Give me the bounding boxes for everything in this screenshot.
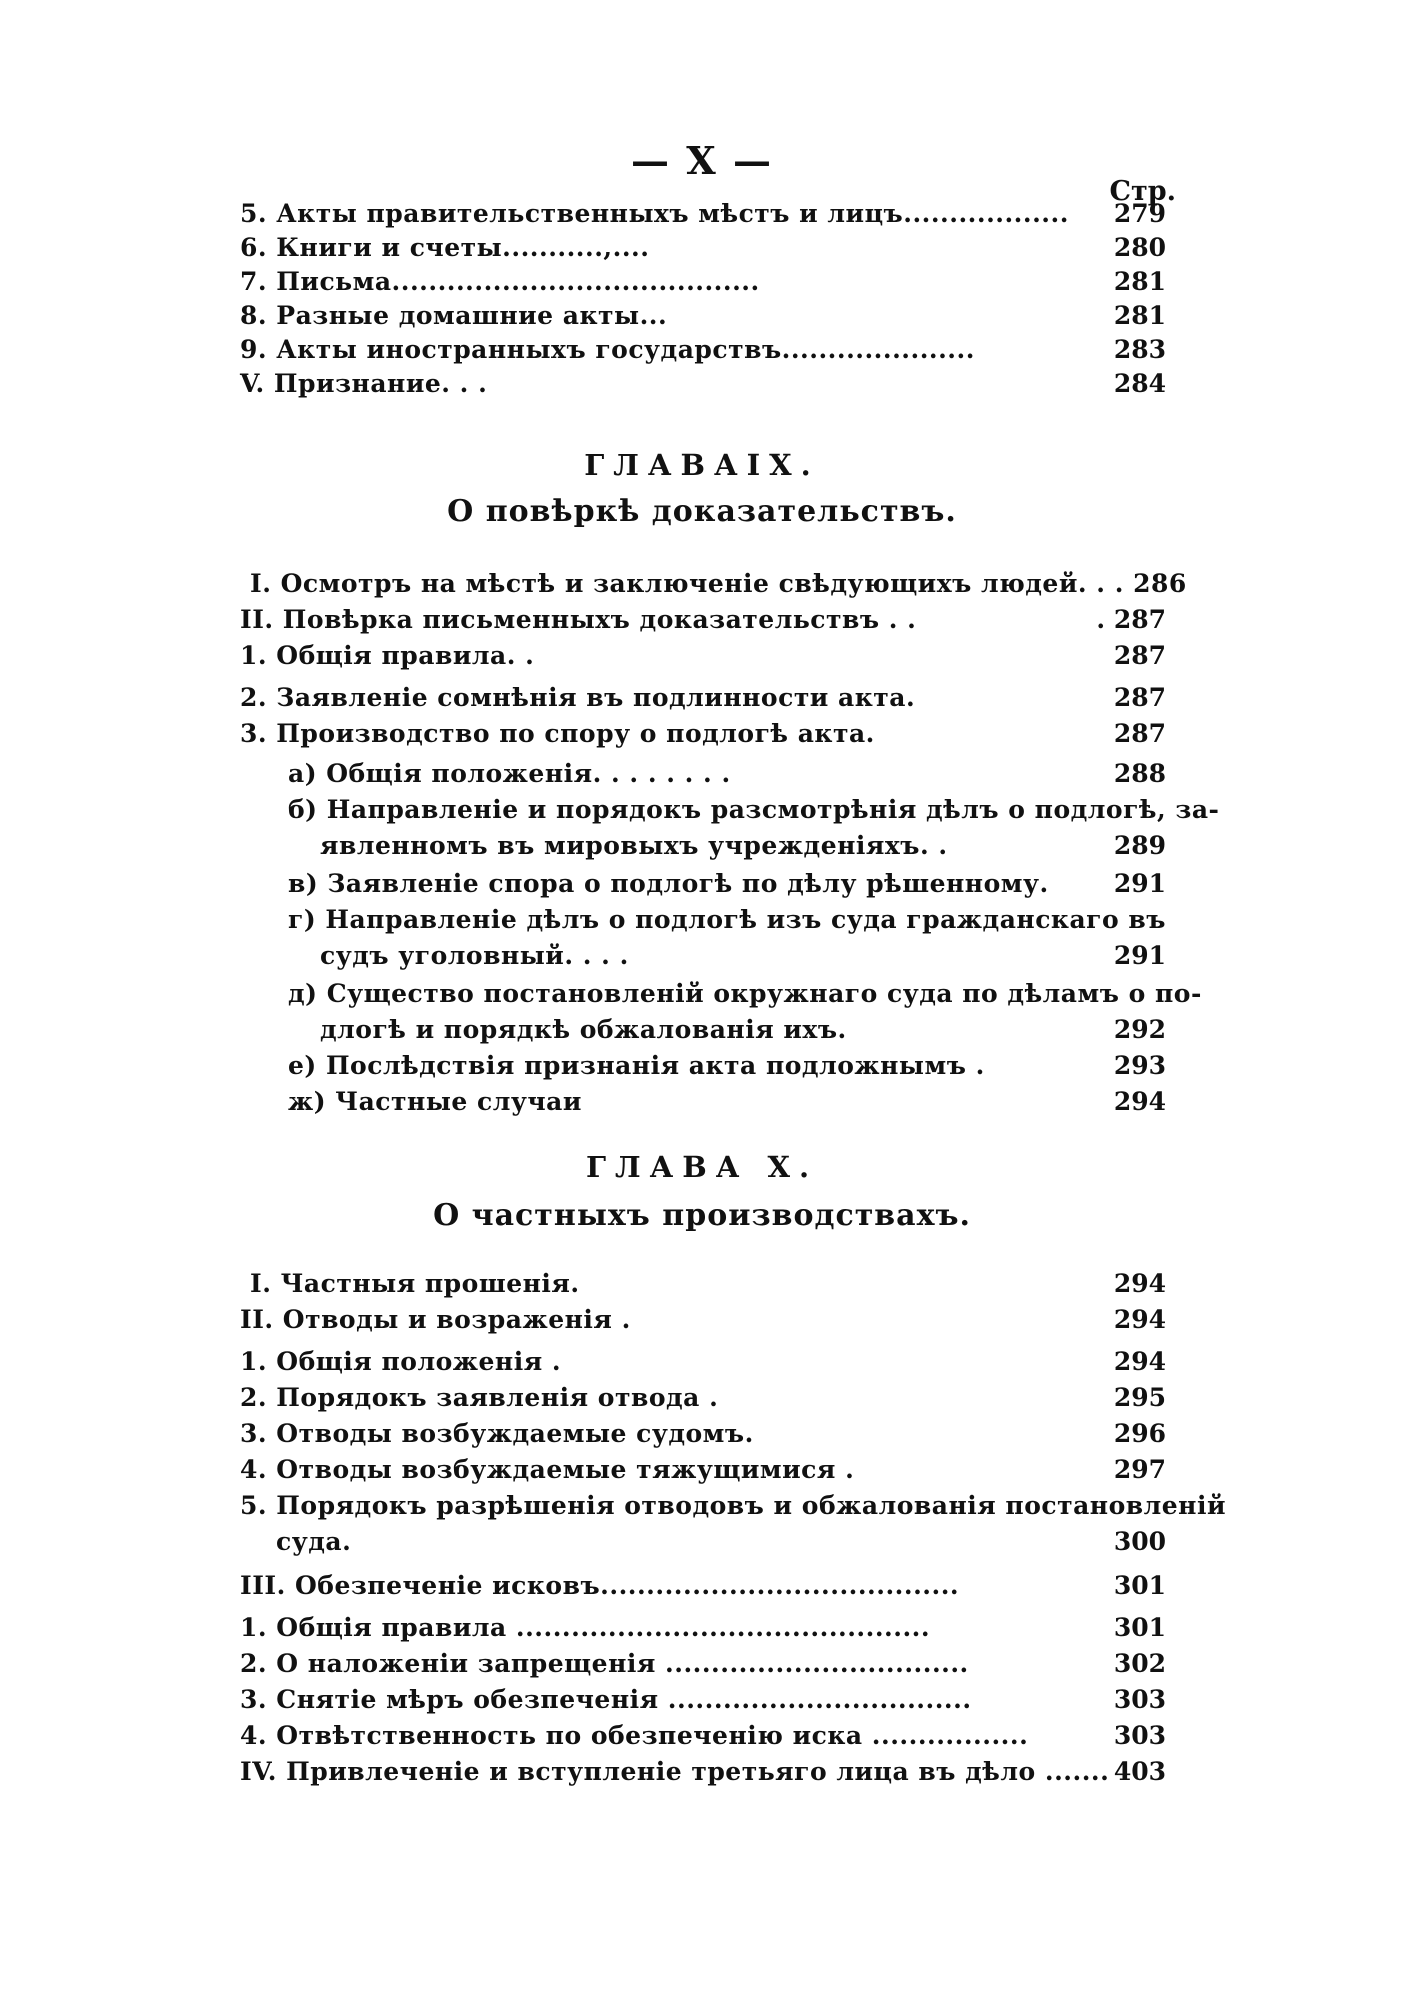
toc-entry-label: д) Существо постановленій окружнаго суда по дѣламъ о по- [288, 979, 1202, 1008]
toc-entry-page: 297 [1113, 1455, 1166, 1484]
toc-entry-label: явленномъ въ мировыхъ учрежденіяхъ. . [320, 831, 948, 860]
toc-entry-page: 289 [1113, 831, 1166, 860]
toc-entry-label: 9. Акты иностранныхъ государствъ..................... [240, 335, 975, 364]
toc-entry-label: суда. [276, 1527, 352, 1556]
chapter-heading: ГЛАВАIX. [584, 448, 820, 482]
toc-entry-label: 2. Порядокъ заявленія отвода . [240, 1383, 719, 1412]
toc-entry [0, 1568, 1404, 1604]
toc-entry [0, 828, 1404, 864]
toc-entry-page: 294 [1113, 1087, 1166, 1116]
toc-entry-label: II. Повѣрка письменныхъ доказательствъ . . [240, 605, 917, 634]
chapter-heading: ГЛАВА X. [585, 1150, 819, 1184]
toc-entry-page: 281 [1113, 267, 1166, 296]
toc-entry [0, 298, 1404, 334]
toc-entry-label: 5. Порядокъ разрѣшенія отводовъ и обжалованія постановленій [240, 1491, 1227, 1520]
toc-entry-label: III. Обезпеченіе исковъ....................................... [240, 1571, 960, 1600]
toc-entry-page: . 287 [1096, 605, 1166, 634]
toc-entry-page: 291 [1113, 941, 1166, 970]
toc-entry-page: 293 [1113, 1051, 1166, 1080]
toc-entry-page: 284 [1113, 369, 1166, 398]
toc-entry-page: 300 [1113, 1527, 1166, 1556]
toc-entry-page: 294 [1113, 1269, 1166, 1298]
toc-entry-label: 3. Отводы возбуждаемые судомъ. [240, 1419, 754, 1448]
toc-entry [0, 976, 1404, 1012]
toc-entry-page: 279 [1113, 199, 1166, 228]
toc-entry [0, 938, 1404, 974]
toc-entry-label: длогѣ и порядкѣ обжалованія ихъ. [320, 1015, 847, 1044]
toc-entry [0, 792, 1404, 828]
toc-entry-label: 1. Общія правила. . [240, 641, 535, 670]
toc-entry-label: 4. Отводы возбуждаемые тяжущимися . [240, 1455, 855, 1484]
toc-entry-label: б) Направленіе и порядокъ разсмотрѣнія дѣлъ о подлогѣ, за- [288, 795, 1220, 824]
toc-entry [0, 196, 1404, 232]
toc-entry-page: 294 [1113, 1305, 1166, 1334]
toc-entry-page: 296 [1113, 1419, 1166, 1448]
toc-entry-page: 283 [1113, 335, 1166, 364]
toc-entry-label: а) Общія положенія. . . . . . . . [288, 759, 731, 788]
toc-entry-page: 281 [1113, 301, 1166, 330]
toc-entry-page: 301 [1113, 1571, 1166, 1600]
toc-entry-label: 1. Общія правила ............................................. [240, 1613, 931, 1642]
toc-entry-label: ж) Частные случаи [288, 1087, 582, 1116]
toc-entry [0, 1488, 1404, 1524]
toc-entry-page: 295 [1113, 1383, 1166, 1412]
toc-entry-page: 302 [1113, 1649, 1166, 1678]
toc-entry [0, 566, 1404, 602]
toc-entry [0, 1718, 1404, 1754]
toc-entry [0, 1302, 1404, 1338]
toc-entry-label: г) Направленіе дѣлъ о подлогѣ изъ суда гражданскаго въ [288, 905, 1166, 934]
toc-entry-label: 2. Заявленіе сомнѣнія въ подлинности акта. [240, 683, 916, 712]
toc-entry-label: V. Признание. . . [240, 369, 488, 398]
toc-entry-label: IV. Привлеченіе и вступленіе третьяго лица въ дѣло ....... [240, 1757, 1110, 1786]
toc-entry [0, 1452, 1404, 1488]
chapter-title: О повѣркѣ доказательствъ. [447, 494, 957, 529]
toc-entry-label: судъ уголовный. . . . [320, 941, 629, 970]
toc-entry-page: 303 [1113, 1721, 1166, 1750]
toc-entry-label: 5. Акты правительственныхъ мѣстъ и лицъ.................. [240, 199, 1069, 228]
toc-entry-page: 287 [1113, 719, 1166, 748]
toc-entry [0, 716, 1404, 752]
toc-entry-page: 403 [1113, 1757, 1166, 1786]
toc-entry [0, 1416, 1404, 1452]
toc-entry [0, 1754, 1404, 1790]
page-column-header: Стр. [1109, 176, 1176, 207]
toc-entry [0, 230, 1404, 266]
toc-entry [0, 1682, 1404, 1718]
toc-entry [0, 756, 1404, 792]
toc-entry [0, 1610, 1404, 1646]
toc-entry [0, 866, 1404, 902]
toc-entry-label: е) Послѣдствія признанія акта подложнымъ . [288, 1051, 985, 1080]
toc-entry-label: 1. Общія положенія . [240, 1347, 562, 1376]
toc-entry [0, 638, 1404, 674]
toc-entry [0, 1048, 1404, 1084]
toc-entry [0, 1524, 1404, 1560]
page-folio: — X — [631, 138, 773, 183]
toc-entry [0, 1646, 1404, 1682]
toc-entry-label: II. Отводы и возраженія . [240, 1305, 631, 1334]
toc-entry-page: 288 [1113, 759, 1166, 788]
toc-entry-page: 294 [1113, 1347, 1166, 1376]
toc-entry-label: 4. Отвѣтственность по обезпеченію иска ................. [240, 1721, 1029, 1750]
toc-entry-label: 6. Книги и счеты...........,.... [240, 233, 650, 262]
toc-entry-label: I. Частныя прошенія. [250, 1269, 580, 1298]
toc-entry-label: 7. Письма........................................ [240, 267, 760, 296]
toc-entry [0, 1380, 1404, 1416]
toc-entry-label: 3. Производство по спору о подлогѣ акта. [240, 719, 875, 748]
toc-entry-page: 287 [1113, 641, 1166, 670]
toc-entry-page: 280 [1113, 233, 1166, 262]
toc-entry-page: 301 [1113, 1613, 1166, 1642]
toc-entry-label: 3. Снятіе мѣръ обезпеченія ................................. [240, 1685, 972, 1714]
toc-entry [0, 680, 1404, 716]
toc-entry [0, 264, 1404, 300]
toc-entry-page: 292 [1113, 1015, 1166, 1044]
toc-entry-page: 303 [1113, 1685, 1166, 1714]
toc-entry [0, 1084, 1404, 1120]
toc-entry-label: 2. О наложеніи запрещенія ................................. [240, 1649, 969, 1678]
chapter-title: О частныхъ производствахъ. [433, 1198, 971, 1233]
toc-entry [0, 602, 1404, 638]
toc-entry [0, 1344, 1404, 1380]
toc-entry [0, 332, 1404, 368]
toc-entry-page: 287 [1113, 683, 1166, 712]
toc-entry [0, 1266, 1404, 1302]
toc-entry [0, 1012, 1404, 1048]
toc-entry-page: 291 [1113, 869, 1166, 898]
toc-entry [0, 366, 1404, 402]
toc-entry-label: 8. Разные домашние акты... [240, 301, 668, 330]
toc-entry-label: в) Заявленіе спора о подлогѣ по дѣлу рѣшенному. [288, 869, 1049, 898]
toc-entry [0, 902, 1404, 938]
toc-entry-label: I. Осмотръ на мѣстѣ и заключеніе свѣдующихъ людей. . . 286 [250, 569, 1187, 598]
